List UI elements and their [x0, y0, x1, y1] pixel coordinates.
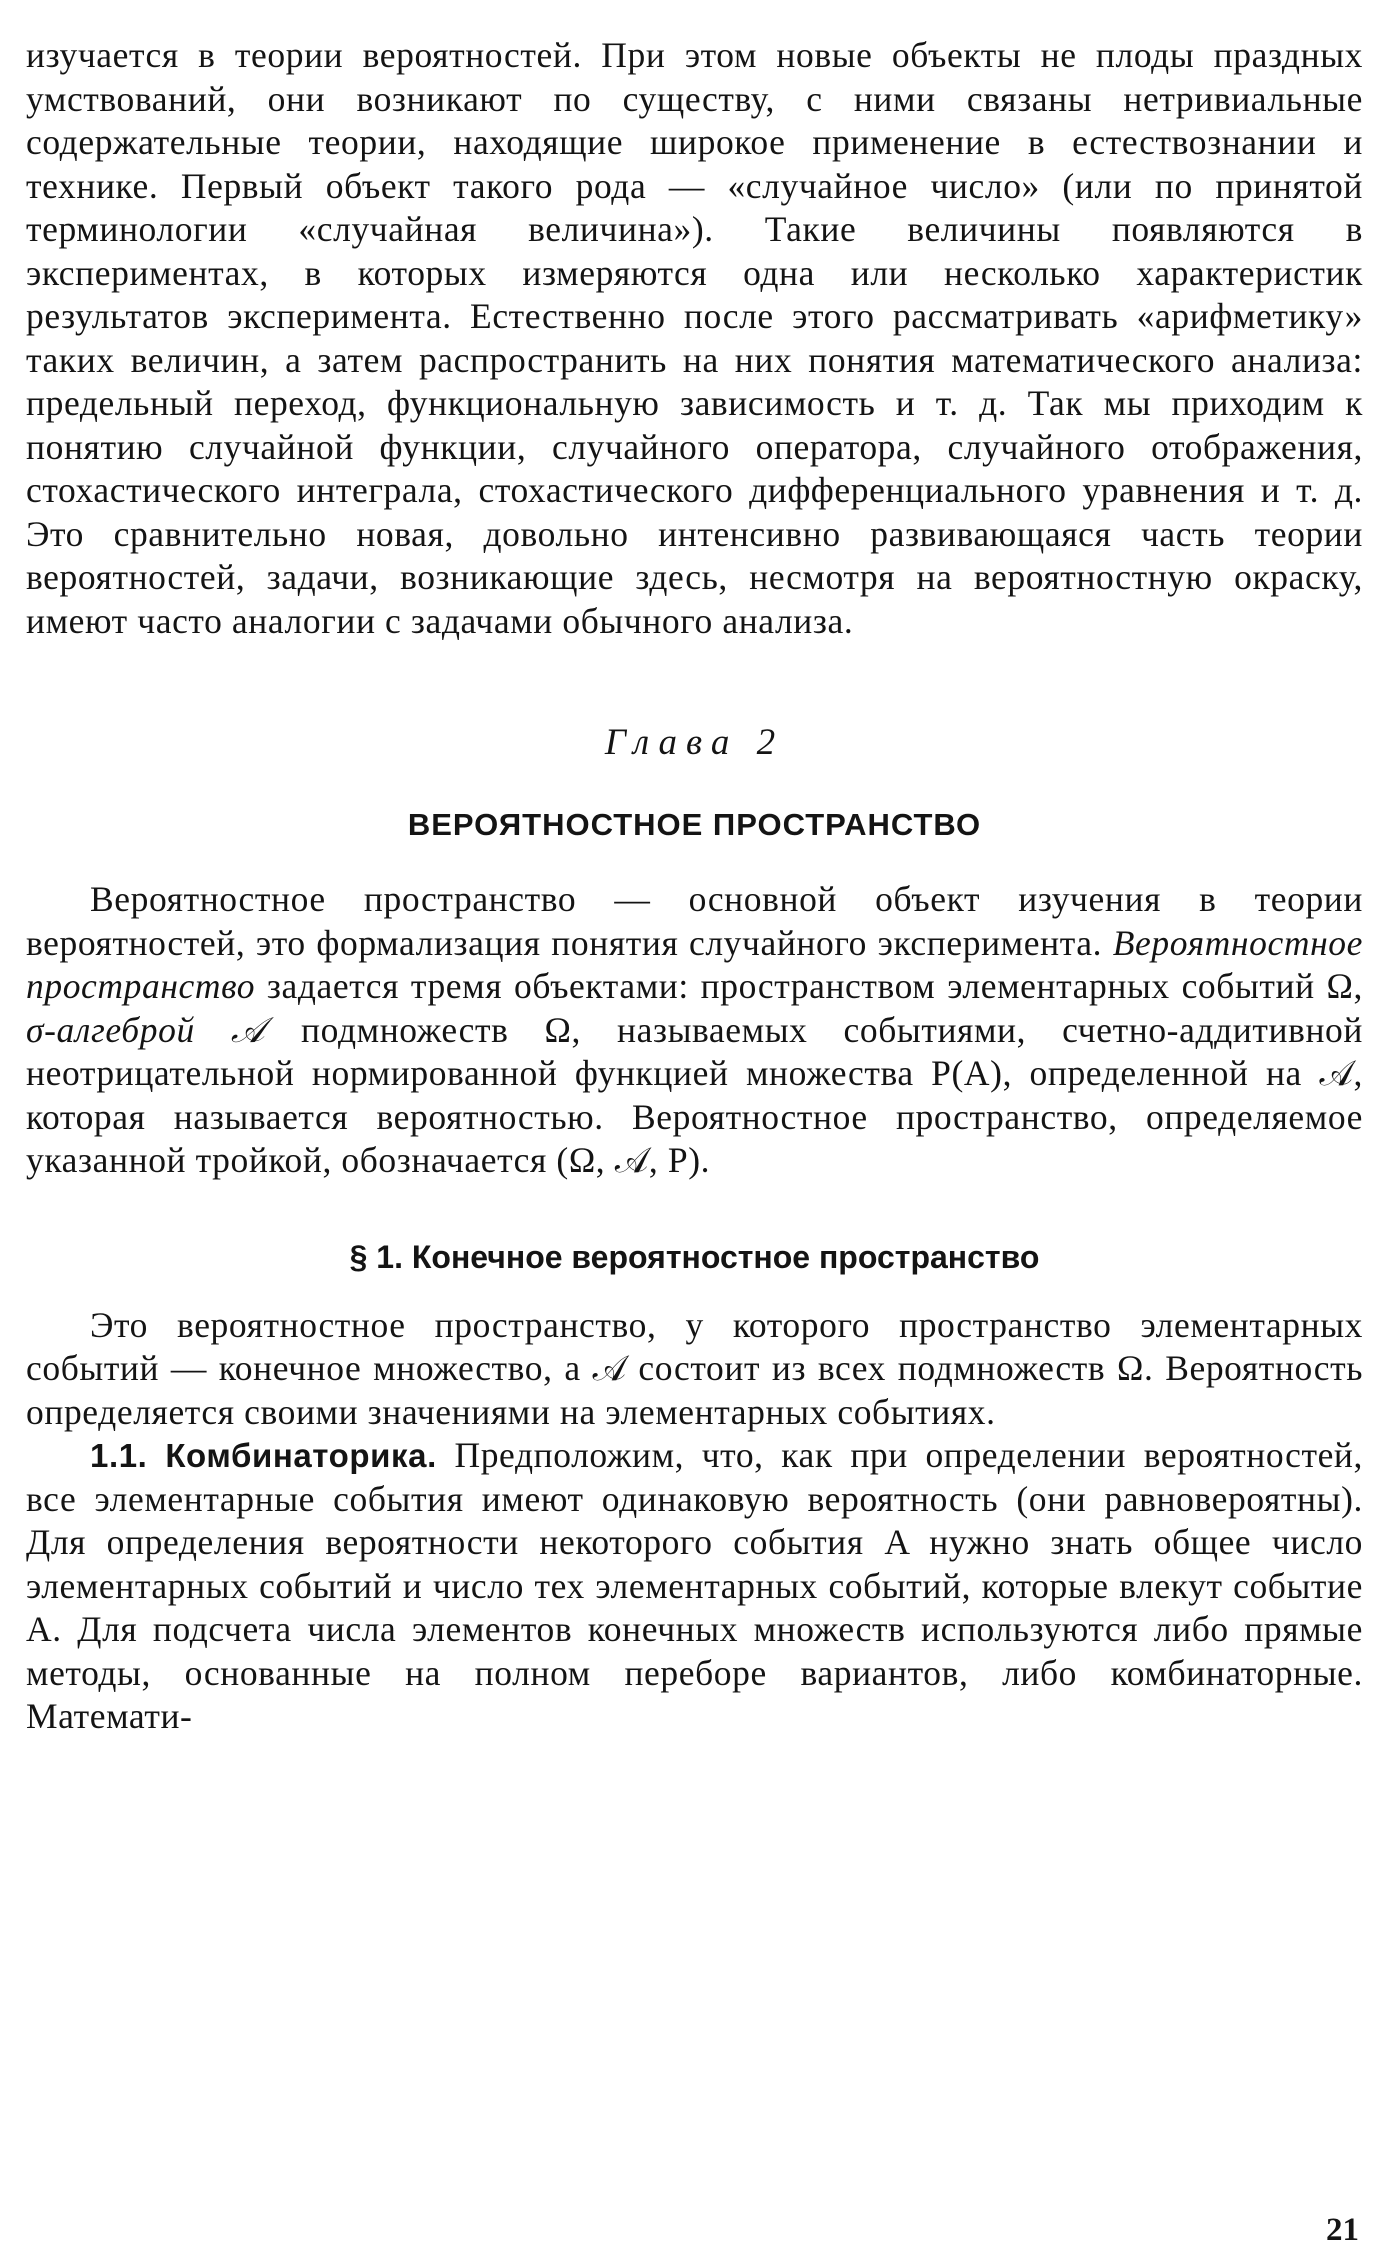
subsection-text: Предположим, что, как при определении вероятностей, все элементарные события имеют одинаковую вероятность (они равновероятны). Для определения вероятности некоторого события A нужно знать общее число элементарных событий и число тех элементарных событий, которые влекут событие A. Для подсчета числа элементов конечных множеств используются либо прямые методы, основанные на полном переборе вариантов, либо комбинаторные. Математи- [26, 1435, 1363, 1736]
section-title: § 1. Конечное вероятностное пространство [349, 1238, 1040, 1275]
chapter-intro-part2: задается тремя объектами: пространством элементарных событий Ω, [255, 966, 1363, 1006]
subsection-paragraph [26, 1434, 1363, 1739]
chapter-intro-paragraph [26, 878, 1363, 1183]
page-content [26, 34, 1363, 1739]
subsection-heading: 1.1. Комбинаторика. [90, 1437, 437, 1474]
chapter-intro-part1: Вероятностное пространство — основной объект изучения в теории вероятностей, это формализация понятия случайного эксперимента. [26, 879, 1363, 963]
sigma-algebra-term: σ-алгеброй 𝒜 [26, 1009, 266, 1050]
chapter-label: Глава 2 [604, 722, 785, 763]
section-intro-paragraph: Это вероятностное пространство, у которого пространство элементарных событий — конечное множество, а 𝒜 состоит из всех подмножеств Ω. Вероятность определяется своими значениями на элементарных событиях. [26, 1304, 1363, 1432]
page-number: 21 [1326, 2212, 1359, 2248]
intro-paragraph: изучается в теории вероятностей. При этом новые объекты не плоды праздных умствований, они возникают по существу, с ними связаны нетривиальные содержательные теории, находящие широкое применение в естествознании и технике. Первый объект такого рода — «случайное число» (или по принятой терминологии «случайная величина»). Такие величины появляются в экспериментах, в которых измеряются одна или несколько характеристик результатов эксперимента. Естественно после этого рассматривать «арифметику» таких величин, а затем распространить на них понятия математического анализа: предельный переход, функциональную зависимость и т. д. Так мы приходим к понятию случайной функции, случайного оператора, случайного отображения, стохастического интеграла, стохастического дифференциального уравнения и т. д. Это сравнительно новая, довольно интенсивно развивающаяся часть теории вероятностей, задачи, возникающие здесь, несмотря на вероятностную окраску, имеют часто аналогии с задачами обычного анализа. [26, 35, 1363, 641]
defined-term: Вероятностное пространство [26, 922, 1363, 1006]
chapter-title: ВЕРОЯТНОСТНОЕ ПРОСТРАНСТВО [407, 807, 982, 842]
chapter-intro-part3: подмножеств Ω, называемых событиями, счетно-аддитивной неотрицательной нормированной функцией множества P(A), определенной на 𝒜, которая называется вероятностью. Вероятностное пространство, определяемое указанной тройкой, обозначается (Ω, 𝒜, P). [26, 1009, 1363, 1180]
